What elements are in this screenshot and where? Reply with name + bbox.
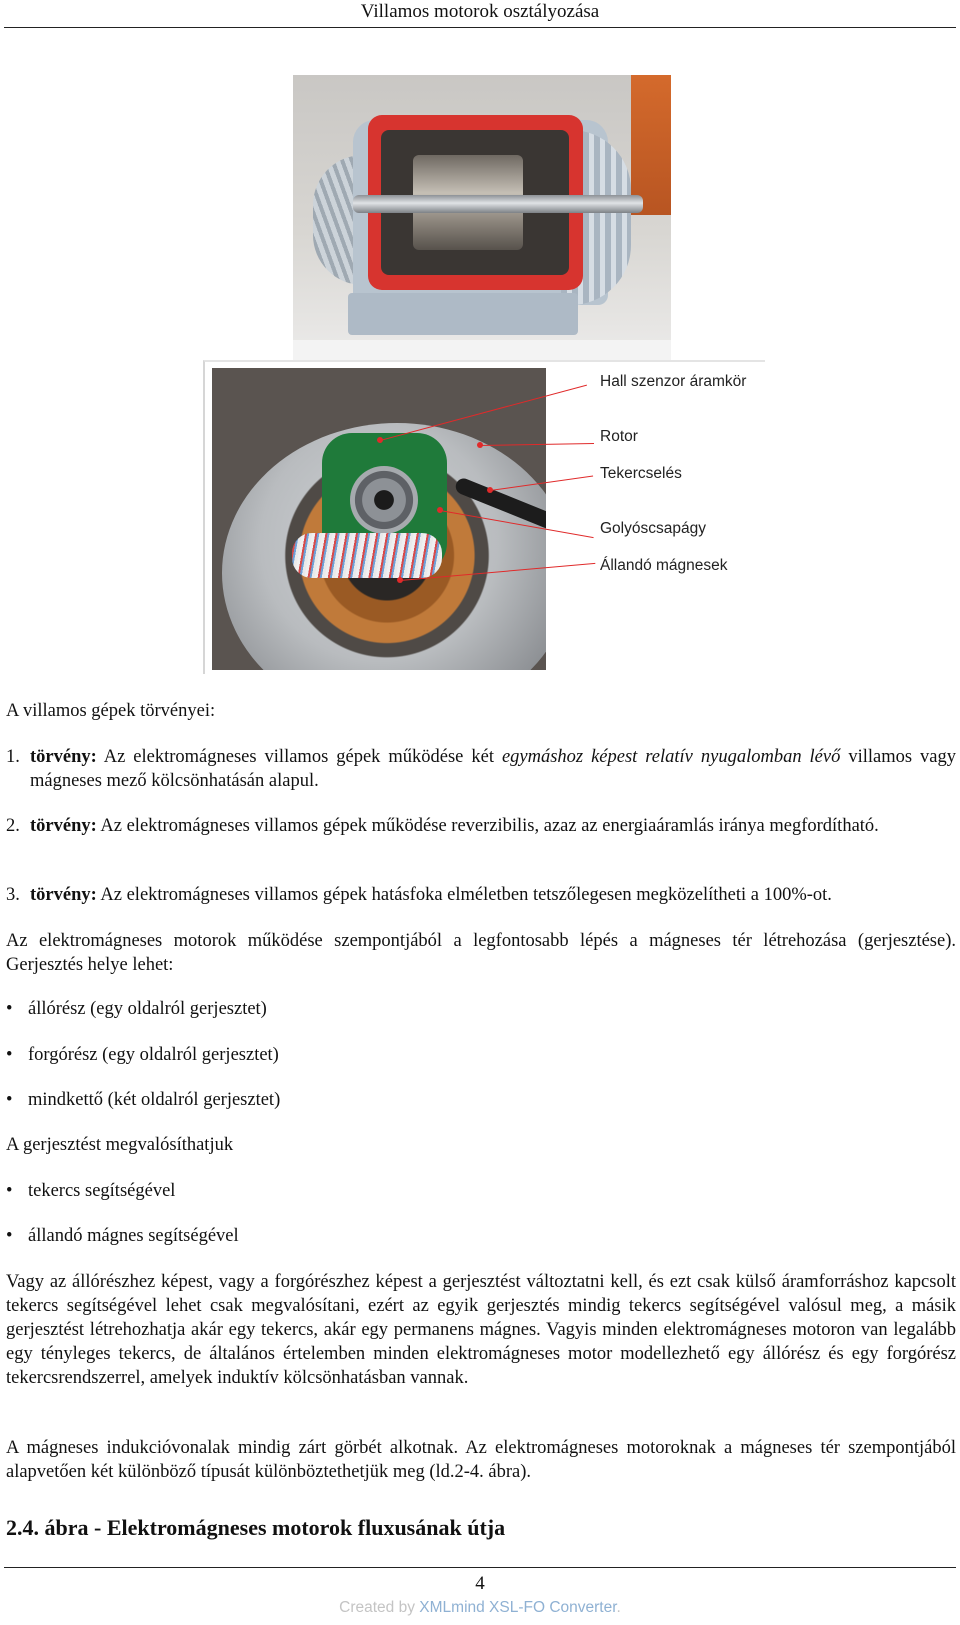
induction-paragraph: A mágneses indukcióvonalak mindig zárt görbét alkotnak. Az elektromágneses motoroknak a mágneses tér szempontjából alapvetően két különböző típusát különböztethetjük meg (ld.2-4. ábra). [6, 1438, 956, 1482]
bullet-dot: • [6, 1045, 13, 1065]
list-item [6, 997, 267, 1021]
credit-prefix: Created by [339, 1599, 420, 1616]
law-3 [6, 883, 956, 907]
list-item-text: mindkettő (két oldalról gerjesztet) [28, 1090, 281, 1110]
law-body [30, 814, 956, 838]
law-label: törvény: [30, 816, 97, 836]
law-text-before: Az elektromágneses villamos gépek működése két [96, 747, 502, 767]
callout-dot-winding [487, 487, 493, 493]
list-item [6, 1043, 279, 1067]
label-rotor: Rotor [600, 428, 638, 445]
law-emphasis: egymáshoz képest relatív nyugalomban lévő [501, 747, 841, 767]
running-header: Villamos motorok osztályozása [360, 1, 600, 22]
bullet-dot: • [6, 1090, 13, 1110]
bearing-hub [350, 466, 418, 534]
winding-leads [292, 533, 442, 578]
callout-dot-rotor [477, 442, 483, 448]
figure-title: 2.4. ábra - Elektromágneses motorok fluxusának útja [6, 1515, 506, 1540]
list-item-text: állandó mágnes segítségével [28, 1226, 239, 1246]
law-label: törvény: [30, 885, 97, 905]
header-divider [4, 27, 956, 28]
law-label: törvény: [30, 747, 97, 767]
list-item-text: állórész (egy oldalról gerjesztet) [28, 999, 267, 1019]
excitation-paragraph: Az elektromágneses motorok működése szempontjából a legfontosabb lépés a mágneses tér létrehozása (gerjesztése). Gerjesztés helye lehet: [6, 931, 956, 975]
list-item [6, 1224, 239, 1248]
law-1 [6, 745, 956, 793]
law-body [30, 883, 956, 907]
law-number: 1. [6, 747, 20, 767]
bullet-dot: • [6, 1226, 13, 1246]
label-winding: Tekercselés [600, 465, 682, 482]
credit-brand: XMLmind XSL-FO Converter [419, 1599, 617, 1616]
generator-credit [0, 1598, 960, 1618]
label-bearing: Golyóscsapágy [600, 520, 706, 537]
law-2 [6, 814, 956, 838]
realize-paragraph: A gerjesztést megvalósíthatjuk [6, 1135, 234, 1155]
label-hall-sensor: Hall szenzor áramkör [600, 373, 747, 390]
motor-cutaway-photo [293, 75, 671, 360]
label-magnets: Állandó mágnesek [600, 557, 728, 574]
law-body [30, 745, 956, 793]
law-text: Az elektromágneses villamos gépek működése reverzibilis, azaz az energiaáramlás iránya megfordítható. [96, 816, 879, 836]
credit-suffix: . [616, 1599, 621, 1616]
callout-dot-bearing [437, 507, 443, 513]
law-text-after: villamos vagy mágneses mező kölcsönhatásán alapul. [30, 747, 956, 791]
motor-base [348, 293, 578, 335]
law-text: Az elektromágneses villamos gépek hatásfoka elméletben tetszőlegesen megközelítheti a 100%-ot. [96, 885, 832, 905]
excitation-explanation-paragraph: Vagy az állórészhez képest, vagy a forgórészhez képest a gerjesztést változtatni kell, és ezt csak külső áramforráshoz kapcsolt tekercs segítségével lehet csak megvalósítani, ezért az egyik gerjesztés mindig tekercs segítségével valósul meg, a másik gerjesztést létrehozhatja akár egy tekercs, akár egy permanens mágnes. Vagyis minden elektromágneses motoron van legalább egy tényleges tekercs, de általános értelemben minden elektromágneses motor modellezhető egy állórész és egy forgórész tekercsrendszerrel, amelyek induktív kölcsönhatásban vannak. [6, 1272, 956, 1388]
background-panel [631, 75, 671, 215]
page-number: 4 [475, 1573, 485, 1594]
law-number: 3. [6, 885, 20, 905]
callout-dot-magnets [397, 577, 403, 583]
list-item [6, 1088, 280, 1112]
law-number: 2. [6, 816, 20, 836]
list-item-text: forgórész (egy oldalról gerjesztet) [28, 1045, 279, 1065]
callout-dot-hall [377, 437, 383, 443]
display-shelf [293, 340, 671, 360]
list-item [6, 1179, 175, 1203]
list-item-text: tekercs segítségével [28, 1181, 176, 1201]
footer-divider [4, 1567, 956, 1568]
laws-intro: A villamos gépek törvényei: [6, 701, 216, 721]
bullet-dot: • [6, 999, 13, 1019]
bullet-dot: • [6, 1181, 13, 1201]
motor-shaft [353, 195, 643, 213]
